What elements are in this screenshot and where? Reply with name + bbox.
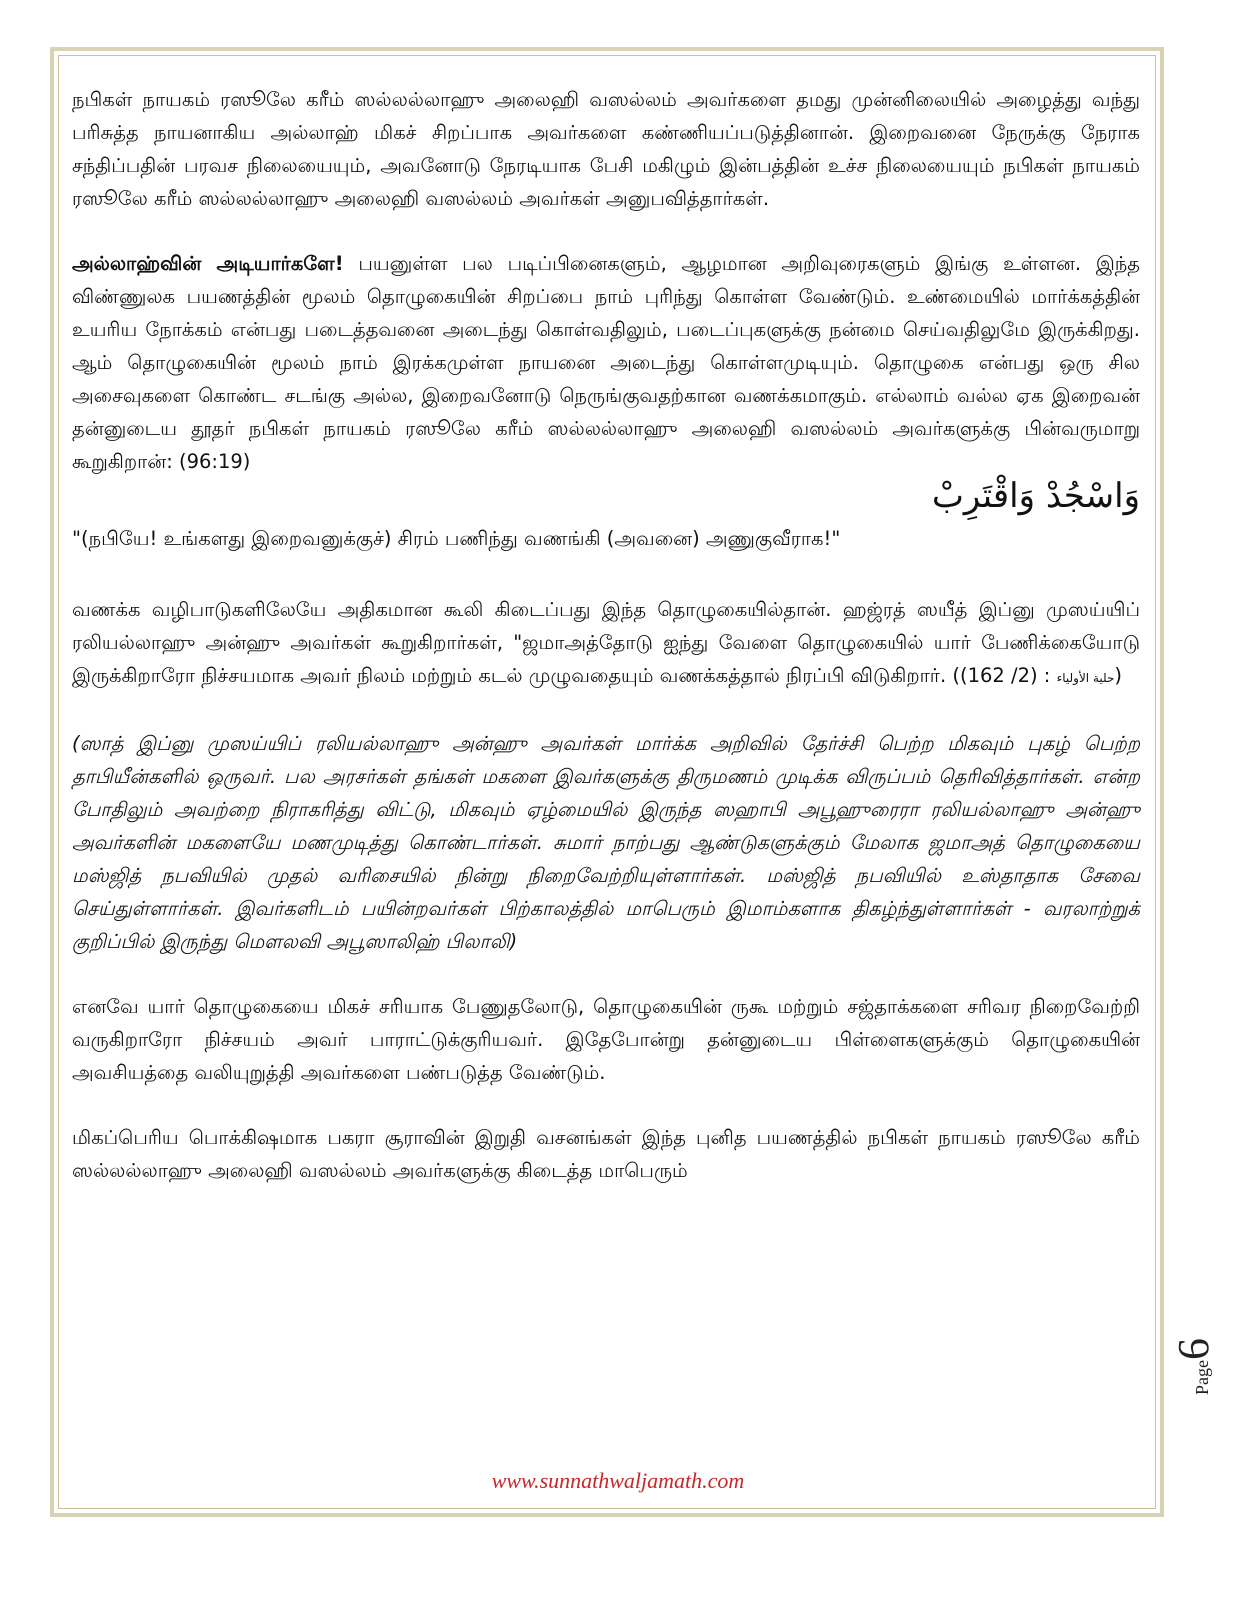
arabic-verse: وَاسْجُدْ وَاقْتَرِبْ	[931, 476, 1140, 516]
paragraph-4-biography: (ஸாத் இப்னு முஸய்யிப் ரலியல்லாஹு அன்ஹு அவர்கள் மார்க்க அறிவில் தேர்ச்சி பெற்ற மிகவும் புகழ் பெற்ற தாபியீன்களில் ஒருவர். பல அரசர்கள் தங்கள் மகளை இவர்களுக்கு திருமணம் முடிக்க விருப்பம் தெரிவித்தார்கள். என்ற போதிலும் அவற்றை நிராகரித்து விட்டு, மிகவும் ஏழ்மையில் இருந்த ஸஹாபி அபூஹுரைரா ரலியல்லாஹு அன்ஹு அவர்களின் மகளையே மணமுடித்து கொண்டார்கள். சுமார் நாற்பது ஆண்டுகளுக்கும் மேலாக ஜமாஅத் தொழுகையை மஸ்ஜித் நபவியில் முதல் வரிசையில் நின்று நிறைவேற்றியுள்ளார்கள். மஸ்ஜித் நபவியில் உஸ்தாதாக சேவை செய்துள்ளார்கள். இவர்களிடம் பயின்றவர்கள் பிற்காலத்தில் மாபெரும் இமாம்களாக திகழ்ந்துள்ளார்கள் - வரலாற்றுக் குறிப்பில் இருந்து மௌலவி அபூஸாலிஹ் பிலாலி)	[72, 732, 1140, 953]
paragraph-2-lead: அல்லாஹ்வின் அடியார்களே!	[72, 252, 344, 275]
paragraph-1: நபிகள் நாயகம் ரஸூலே கரீம் ஸல்லல்லாஹு அலைஹி வஸல்லம் அவர்களை தமது முன்னிலையில் அழைத்து வந்து பரிசுத்த நாயனாகிய அல்லாஹ் மிகச் சிறப்பாக அவர்களை கண்ணியப்படுத்தினான். இறைவனை நேருக்கு நேராக சந்திப்பதின் பரவச நிலையையும், அவனோடு நேரடியாக பேசி மகிழும் இன்பத்தின் உச்ச நிலையையும் நபிகள் நாயகம் ரஸூலே கரீம் ஸல்லல்லாஹு அலைஹி வஸல்லம் அவர்கள் அனுபவித்தார்கள்.	[72, 88, 1140, 210]
page-number	[1168, 1338, 1219, 1395]
paragraph-3-body: வணக்க வழிபாடுகளிலேயே அதிகமான கூலி கிடைப்பது இந்த தொழுகையில்தான். ஹஜ்ரத் ஸயீத் இப்னு முஸய்யிப் ரலியல்லாஹு அன்ஹு அவர்கள் கூறுகிறார்கள், "ஜமாஅத்தோடு ஐந்து வேளை தொழுகையில் யார் பேணிக்கையோடு இருக்கிறாரோ நிச்சயமாக அவர் நிலம் மற்றும் கடல் முழுவதையும் வணக்கத்தால் நிரப்பி விடுகிறார். ((162 /2) :	[72, 598, 1140, 687]
paragraph-3-reference-close: )	[1114, 664, 1122, 687]
paragraph-2-body: பயனுள்ள பல படிப்பினைகளும், ஆழமான அறிவுரைகளும் இங்கு உள்ளன. இந்த விண்ணுலக பயணத்தின் மூலம் தொழுகையின் சிறப்பை நாம் புரிந்து கொள்ள வேண்டும். உண்மையில் மார்க்கத்தின் உயரிய நோக்கம் என்பது படைத்தவனை அடைந்து கொள்வதிலும், படைப்புகளுக்கு நன்மை செய்வதிலுமே இருக்கிறது. ஆம் தொழுகையின் மூலம் நாம் இரக்கமுள்ள நாயனை அடைந்து கொள்ளமுடியும். தொழுகை என்பது ஒரு சில அசைவுகளை கொண்ட சடங்கு அல்ல, இறைவனோடு நெருங்குவதற்கான வணக்கமாகும். எல்லாம் வல்ல ஏக இறைவன் தன்னுடைய தூதர் நபிகள் நாயகம் ரஸூலே கரீம் ஸல்லல்லாஹு அலைஹி வஸல்லம் அவர்களுக்கு பின்வருமாறு கூறுகிறான்: (96:19)	[72, 252, 1141, 473]
verse-translation: "(நபியே! உங்களது இறைவனுக்குச்) சிரம் பணிந்து வணங்கி (அவனை) அணுகுவீராக!"	[72, 527, 841, 550]
page-content	[72, 83, 1140, 1187]
footer-website-link[interactable]: www.sunnathwaljamath.com	[491, 1468, 745, 1493]
paragraph-3	[72, 593, 1140, 695]
page-number-label: Page	[1192, 1360, 1212, 1395]
paragraph-2	[72, 247, 1140, 478]
page-number-value: 6	[1169, 1338, 1218, 1360]
paragraph-3-reference-arabic: حلية الأولياء	[1056, 671, 1115, 685]
paragraph-6: மிகப்பெரிய பொக்கிஷமாக பகரா சூராவின் இறுதி வசனங்கள் இந்த புனித பயணத்தில் நபிகள் நாயகம் ரஸூலே கரீம் ஸல்லல்லாஹு அலைஹி வஸல்லம் அவர்களுக்கு கிடைத்த மாபெரும்	[72, 1126, 1140, 1182]
paragraph-5: எனவே யார் தொழுகையை மிகச் சரியாக பேணுதலோடு, தொழுகையின் ருகூ மற்றும் சஜ்தாக்களை சரிவர நிறைவேற்றி வருகிறாரோ நிச்சயம் அவர் பாராட்டுக்குரியவர். இதேபோன்று தன்னுடைய பிள்ளைகளுக்கும் தொழுகையின் அவசியத்தை வலியுறுத்தி அவர்களை பண்படுத்த வேண்டும்.	[72, 995, 1140, 1084]
